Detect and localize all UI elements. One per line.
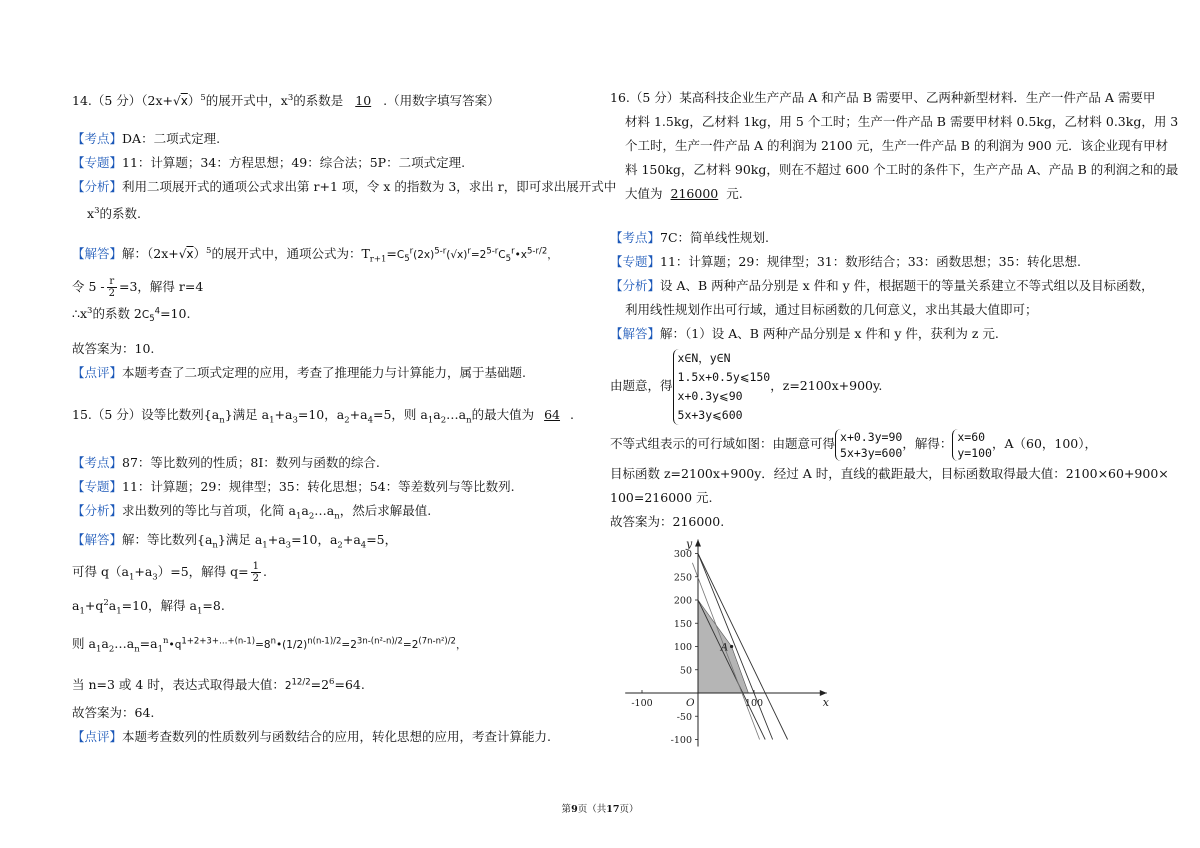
q14-final: 故答案为：10. bbox=[72, 341, 155, 357]
q14-kaodian: 【考点】DA：二项式定理. bbox=[72, 131, 221, 147]
q14-stem: 14.（5 分）$(2x+√x)^5$的展开式中，$x^3$的系数是 10 .（用数字填写答案） bbox=[72, 93, 500, 109]
q16-fenxi-cont: 利用线性规划作出可行域，通过目标函数的几何意义，求出其最大值即可； bbox=[625, 302, 1038, 317]
q15-jieda: 【解答】解：等比数列$\{a_n\}$满足 $a_1+a_3=10$，$a_2+a_4=5$， bbox=[72, 532, 398, 551]
point-a bbox=[730, 645, 733, 648]
y-tick-label: -50 bbox=[676, 711, 692, 723]
q14-dianping: 【点评】本题考查了二项式定理的应用，考查了推理能力与计算能力，属于基础题. bbox=[72, 365, 526, 381]
q15-zhuanti: 【专题】11：计算题；29：规律型；35：转化思想；54：等差数列与等比数列. bbox=[72, 478, 515, 494]
q14-fenxi-cont: $x^3$的系数. bbox=[87, 206, 141, 222]
q16-stem-4: 料 150kg，乙材料 90kg，则在不超过 600 个工时的条件下，生产产品 A、产品 B 的利润之和的最 bbox=[625, 162, 1179, 177]
solution-system: x=60 y=100 bbox=[952, 429, 992, 461]
q16-jieda-3: 不等式组表示的可行域如图：由题意可得 x+0.3y=90 5x+3y=600 ，解得： x=60 y=100 ，A（60，100）， bbox=[610, 429, 1098, 460]
q14-jieda-2: 令 5 - $\frac{r}{2}$ =3，解得 r=4 bbox=[72, 275, 204, 299]
page-footer: 第9页（共17页） bbox=[561, 804, 639, 815]
q16-final: 故答案为：216000. bbox=[610, 514, 725, 529]
q16-jieda-5: 100=216000 元. bbox=[610, 490, 713, 505]
y-tick-label: 50 bbox=[679, 665, 692, 677]
constraint-system: x∈N，y∈N 1.5x+0.5y⩽150 x+0.3y⩽90 5x+3y⩽600 bbox=[673, 349, 771, 425]
origin-label: O bbox=[686, 697, 695, 709]
q14-jieda: 【解答】解：$(2x+√x)^5$的展开式中，通项公式为：$T_{r+1}=C_5^r(2x)^{5-r}(√x)^r=2^{5-r}C_5^r•x^{5-r/2}$， bbox=[72, 246, 558, 265]
q14-zhuanti: 【专题】11：计算题；34：方程思想；49：综合法；5P：二项式定理. bbox=[72, 155, 466, 171]
y-tick-label: 250 bbox=[673, 572, 692, 584]
q16-stem-3: 个工时，生产一件产品 A 的利润为 2100 元，生产一件产品 B 的利润为 900 元．该企业现有甲材 bbox=[625, 138, 1169, 153]
q16-stem-5: 大值为 216000 元. bbox=[625, 186, 743, 201]
feasible-region-chart bbox=[600, 535, 840, 755]
q15-kaodian: 【考点】87：等比数列的性质；8I：数列与函数的综合. bbox=[72, 454, 380, 470]
point-a-label: A bbox=[720, 641, 729, 654]
q15-jieda-3: $a_1+q^2a_1=10$，解得 $a_1=8$. bbox=[72, 598, 225, 617]
q15-dianping: 【点评】本题考查数列的性质数列与函数结合的应用，转化思想的应用，考查计算能力. bbox=[72, 728, 551, 744]
equation-system: x+0.3y=90 5x+3y=600 bbox=[835, 429, 902, 461]
right-column bbox=[610, 86, 1179, 534]
x-tick-label: 100 bbox=[744, 698, 764, 709]
q16-jieda-4: 目标函数 z=2100x+900y．经过 A 时，直线的截距最大，目标函数取得最大值：2100×60+900× bbox=[610, 466, 1169, 481]
q15-answer: 64 bbox=[544, 407, 561, 423]
y-axis-label: y bbox=[686, 537, 693, 551]
q15-stem: 15.（5 分）设等比数列$\{a_n\}$满足 $a_1+a_3=10$，$a_2+a_4=5$，则 $a_1a_2\dots a_n$的最大值为 64 . bbox=[72, 407, 574, 426]
page-total: 17 bbox=[606, 804, 620, 815]
q16-answer: 216000 bbox=[670, 186, 719, 201]
q16-jieda-2: 由题意，得 x∈N，y∈N 1.5x+0.5y⩽150 x+0.3y⩽90 5x+3y⩽600 ，z=2100x+900y. bbox=[610, 346, 1130, 426]
q16-jieda: 【解答】解：（1）设 A、B 两种产品分别是 x 件和 y 件，获利为 z 元. bbox=[610, 326, 999, 341]
q15-jieda-4: 则 $a_1a_2\dots a_n=a_1^n•q^{1+2+3+\dots+(n-1)}=8^n•(1/2)^{n(n-1)/2}=2^{3n-(n^2-n)/2}=2^{(7n-n^2)/2}$， bbox=[72, 635, 467, 655]
q16-kaodian: 【考点】7C：简单线性规划. bbox=[610, 230, 770, 245]
q15-jieda-5: 当 n=3 或 4 时，表达式取得最大值：$2^{12/2}=2^6=64$. bbox=[72, 676, 365, 692]
y-tick-label: 300 bbox=[673, 549, 692, 560]
q14-jieda-3: $\therefore x^3$的系数 $2C_5^4=10$. bbox=[72, 305, 191, 325]
q15-jieda-2: 可得 $q(a_1+a_3)=5$，解得 q= $\frac{1}{2}$ . bbox=[72, 560, 267, 584]
q15-final: 故答案为：64. bbox=[72, 704, 155, 720]
page-number: 9 bbox=[571, 804, 578, 815]
q16-zhuanti: 【专题】11：计算题；29：规律型；31：数形结合；33：函数思想；35：转化思想. bbox=[610, 254, 1082, 269]
x-axis-label: x bbox=[822, 696, 830, 709]
left-column bbox=[72, 86, 617, 749]
q16-fenxi: 【分析】设 A、B 两种产品分别是 x 件和 y 件，根据题干的等量关系建立不等式组以及目标函数， bbox=[610, 278, 1154, 293]
q16-stem-2: 材料 1.5kg，乙材料 1kg，用 5 个工时；生产一件产品 B 需要甲材料 0.5kg，乙材料 0.3kg，用 3 bbox=[625, 114, 1179, 129]
y-tick-label: 150 bbox=[673, 618, 692, 630]
q15-fenxi: 【分析】求出数列的等比与首项，化简 $a_1a_2\dots a_n$，然后求解最值. bbox=[72, 502, 432, 522]
q14-answer: 10 bbox=[355, 93, 372, 109]
y-axis-arrow bbox=[695, 540, 701, 547]
x-tick-label: -100 bbox=[631, 698, 653, 709]
y-tick-label: 200 bbox=[673, 595, 692, 607]
y-tick-label: 100 bbox=[673, 642, 692, 653]
q16-stem-1: 16.（5 分）某高科技企业生产产品 A 和产品 B 需要甲、乙两种新型材料．生产一件产品 A 需要甲 bbox=[610, 90, 1156, 105]
q14-fenxi: 【分析】利用二项展开式的通项公式求出第 r+1 项，令 x 的指数为 3，求出 r，即可求出展开式中 bbox=[72, 179, 617, 195]
y-tick-label: -100 bbox=[670, 735, 692, 746]
